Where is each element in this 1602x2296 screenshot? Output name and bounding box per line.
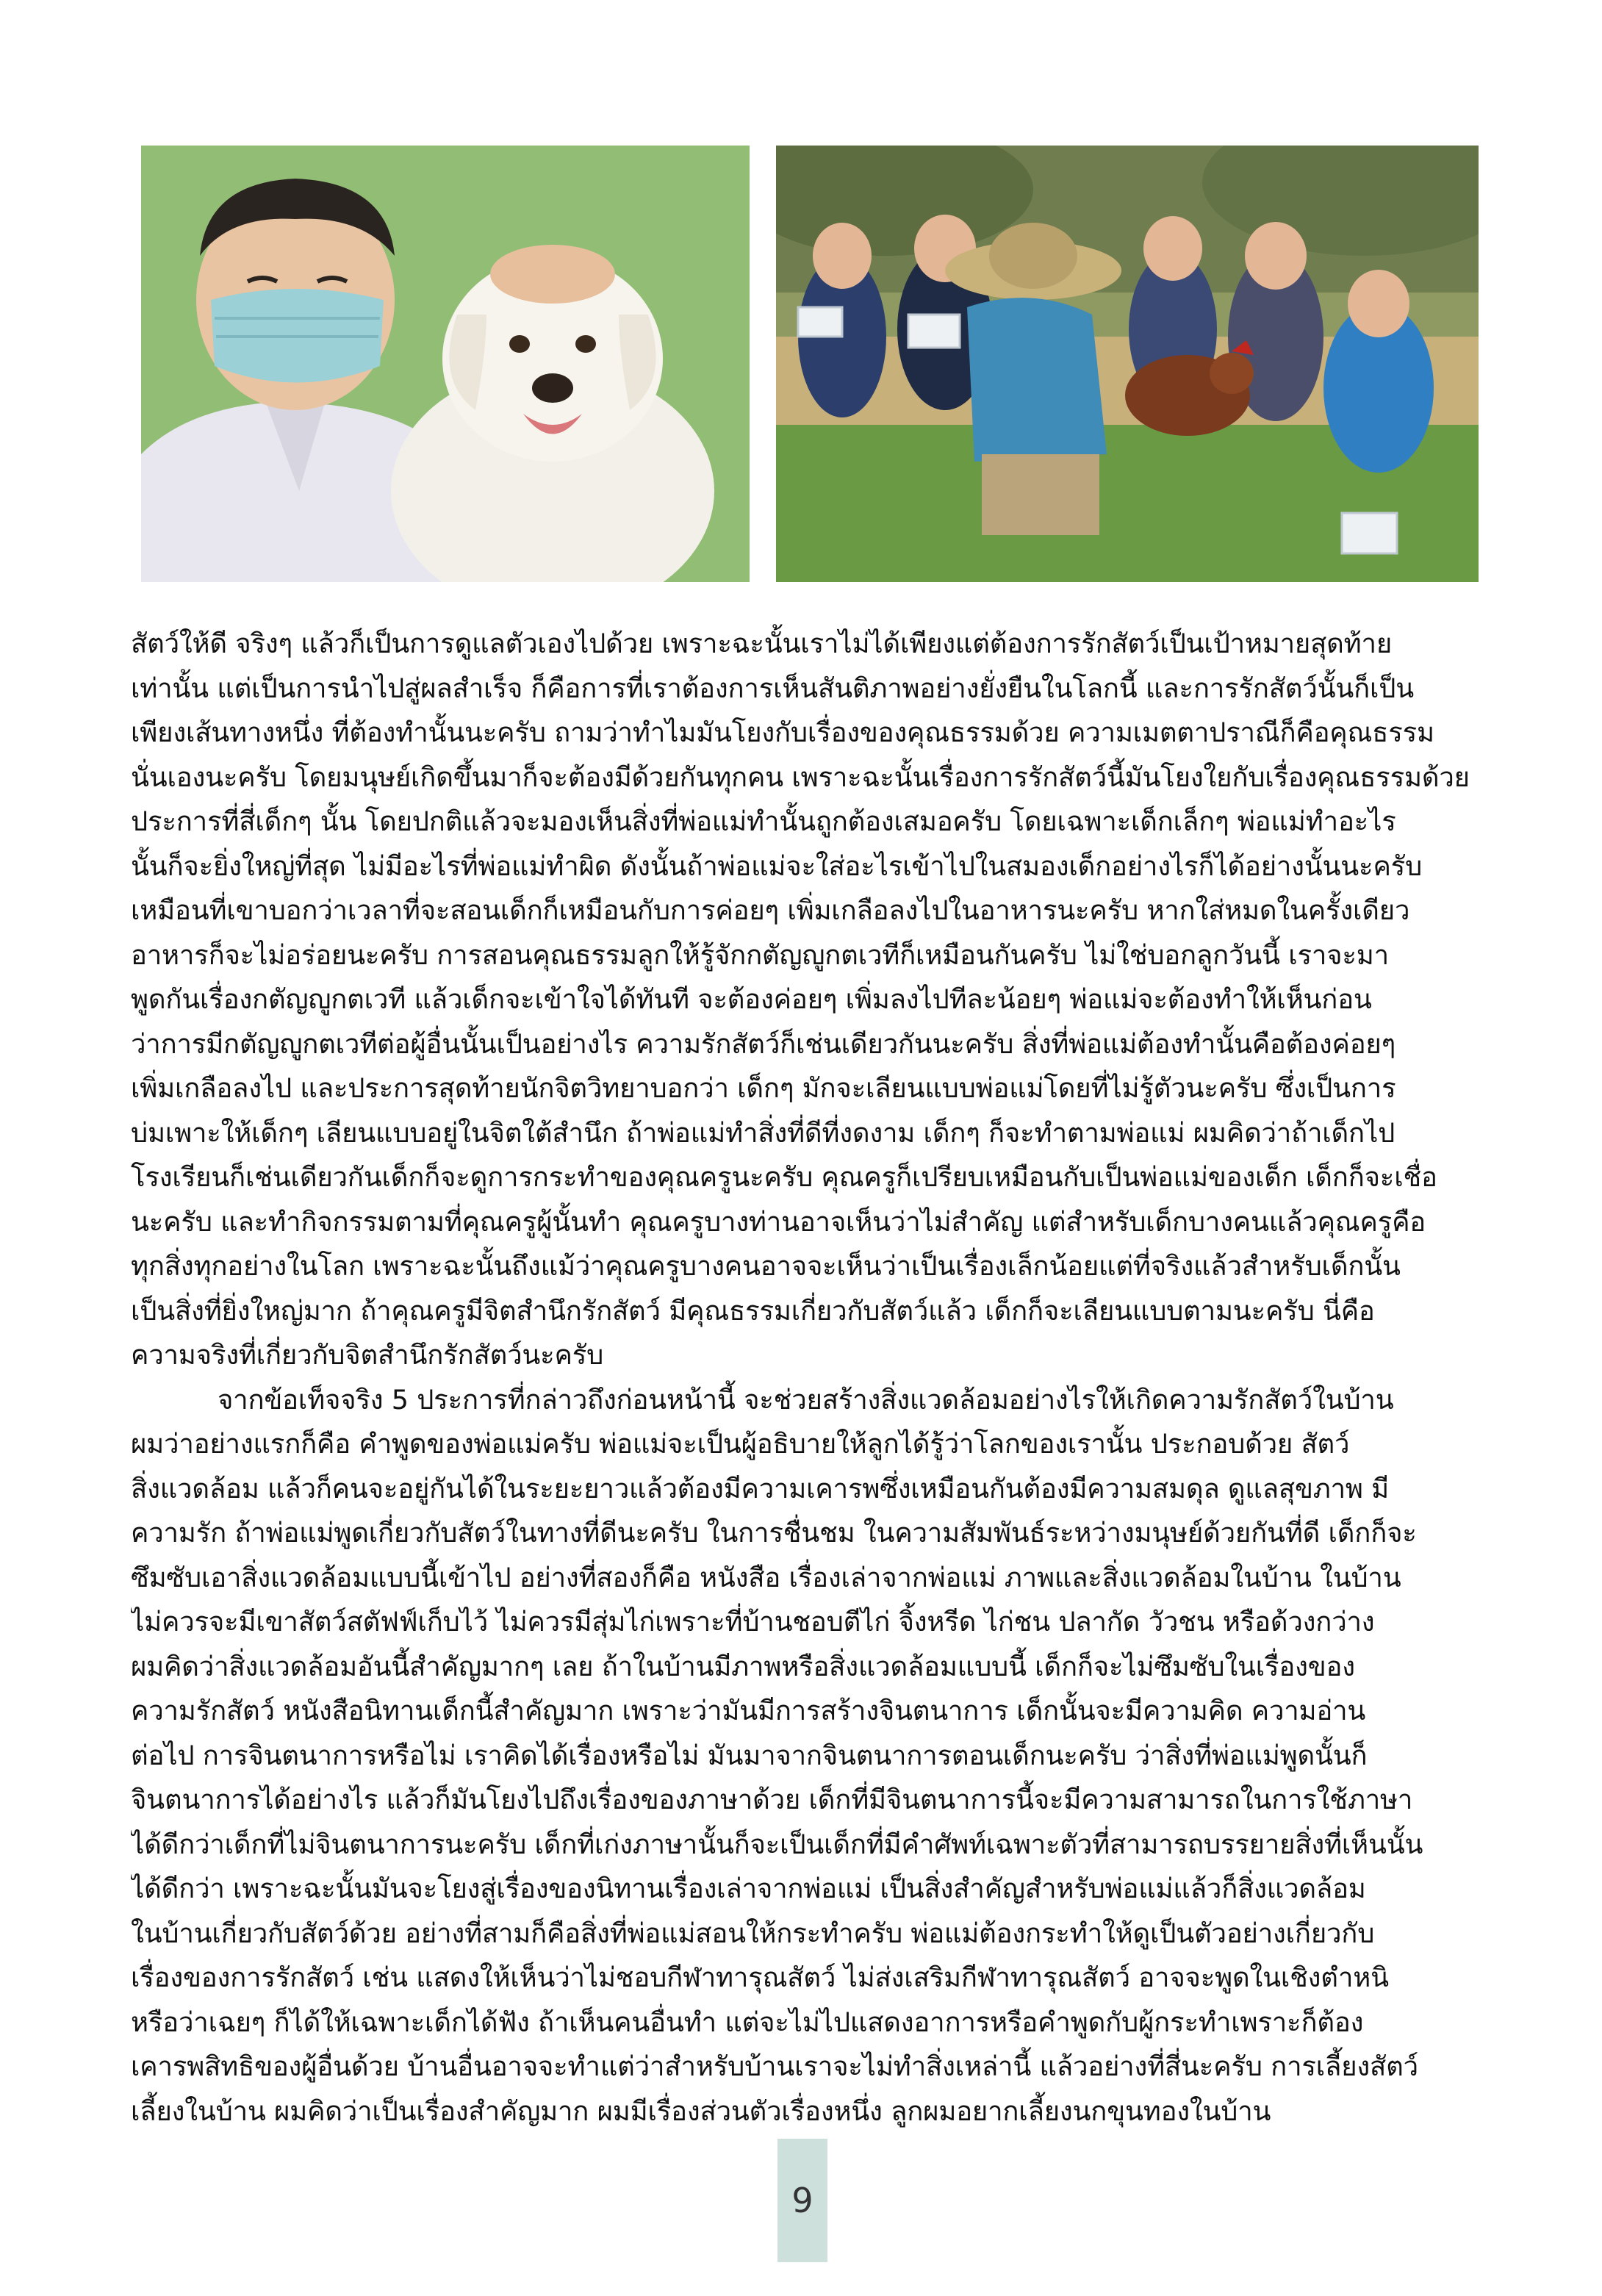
paragraph-2: [131, 1378, 1506, 2134]
text-line: หรือว่าเฉยๆ ก็ได้ให้เฉพาะเด็กได้ฟัง ถ้าเห็นคนอื่นทำ แต่จะไม่ไปแสดงอาการหรือคำพูดกับผู้กระทำเพราะก็ต้อง: [131, 2006, 1364, 2038]
text-line: ว่าการมีกตัญญูกตเวทีต่อผู้อื่นนั้นเป็นอย่างไร ความรักสัตว์ก็เช่นเดียวกันนะครับ สิ่งที่พ่อแม่ต้องทำนั้นคือต้องค่อยๆ: [131, 1027, 1396, 1060]
text-line: เหมือนที่เขาบอกว่าเวลาที่จะสอนเด็กก็เหมือนกับการค่อยๆ เพิ่มเกลือลงไปในอาหารนะครับ หากใส่หมดในครั้งเดียว: [131, 894, 1410, 926]
text-line: สิ่งแวดล้อม แล้วก็คนจะอยู่กันได้ในระยะยาวแล้วต้องมีความเคารพซึ่งเหมือนกันต้องมีความสมดุล ดูแลสุขภาพ มี: [131, 1472, 1390, 1504]
text-line: เคารพสิทธิของผู้อื่นด้วย บ้านอื่นอาจจะทำแต่ว่าสำหรับบ้านเราจะไม่ทำสิ่งเหล่านี้ แล้วอย่างที่สี่นะครับ การเลี้ยงสัตว์: [131, 2051, 1418, 2082]
text-line: ได้ดีกว่า เพราะฉะนั้นมันจะโยงสู่เรื่องของนิทานเรื่องเล่าจากพ่อแม่ เป็นสิ่งสำคัญสำหรับพ่อแม่แล้วก็สิ่งแวดล้อม: [131, 1873, 1366, 1904]
text-line: นั่นเองนะครับ โดยมนุษย์เกิดขึ้นมาก็จะต้องมีด้วยกันทุกคน เพราะฉะนั้นเรื่องการรักสัตว์นี้มันโยงใยกับเรื่องคุณธรรมด้วย: [131, 761, 1470, 793]
text-line: เพียงเส้นทางหนึ่ง ที่ต้องทำนั้นนะครับ ถามว่าทำไมมันโยงกับเรื่องของคุณธรรมด้วย ความเมตตาปราณีก็คือคุณธรรม: [131, 717, 1434, 748]
text-line: ความจริงที่เกี่ยวกับจิตสำนึกรักสัตว์นะครับ: [131, 1339, 604, 1371]
text-line: ทุกสิ่งทุกอย่างในโลก เพราะฉะนั้นถึงแม้ว่าคุณครูบางคนอาจจะเห็นว่าเป็นเรื่องเล็กน้อยแต่ที่จริงแล้วสำหรับเด็กนั้น: [131, 1250, 1401, 1282]
article-body: [131, 622, 1506, 2134]
text-line: ต่อไป การจินตนาการหรือไม่ เราคิดได้เรื่องหรือไม่ มันมาจากจินตนาการตอนเด็กนะครับ ว่าสิ่งที่พ่อแม่พูดนั้นก็: [131, 1739, 1368, 1771]
paragraph-1: [131, 622, 1506, 1378]
text-line: เพิ่มเกลือลงไป และประการสุดท้ายนักจิตวิทยาบอกว่า เด็กๆ มักจะเลียนแบบพ่อแม่โดยที่ไม่รู้ตัวนะครับ ซึ่งเป็นการ: [131, 1072, 1396, 1104]
boy-with-dog-photo: [141, 146, 750, 582]
text-line: ผมว่าอย่างแรกก็คือ คำพูดของพ่อแม่ครับ พ่อแม่จะเป็นผู้อธิบายให้ลูกได้รู้ว่าโลกของเรานั้น ประกอบด้วย สัตว์: [131, 1428, 1350, 1460]
text-line: เป็นสิ่งที่ยิ่งใหญ่มาก ถ้าคุณครูมีจิตสำนึกรักสัตว์ มีคุณธรรมเกี่ยวกับสัตว์แล้ว เด็กก็จะเลียนแบบตามนะครับ นี่คือ: [131, 1294, 1375, 1327]
text-line: พูดกันเรื่องกตัญญูกตเวที แล้วเด็กจะเข้าใจได้ทันที จะต้องค่อยๆ เพิ่มลงไปทีละน้อยๆ พ่อแม่จะต้องทำให้เห็นก่อน: [131, 983, 1372, 1015]
text-line: อาหารก็จะไม่อร่อยนะครับ การสอนคุณธรรมลูกให้รู้จักกตัญญูกตเวทีก็เหมือนกันครับ ไม่ใช่บอกลูกวันนี้ เราจะมา: [131, 939, 1389, 971]
text-line: นะครับ และทำกิจกรรมตามที่คุณครูผู้นั้นทำ คุณครูบางท่านอาจเห็นว่าไม่สำคัญ แต่สำหรับเด็กบางคนแล้วคุณครูคือ: [131, 1205, 1426, 1238]
text-line: ประการที่สี่เด็กๆ นั้น โดยปกติแล้วจะมองเห็นสิ่งที่พ่อแม่ทำนั้นถูกต้องเสมอครับ โดยเฉพาะเด็กเล็กๆ พ่อแม่ทำอะไร: [131, 806, 1396, 837]
text-line: จากข้อเท็จจริง 5 ประการที่กล่าวถึงก่อนหน้านี้ จะช่วยสร้างสิ่งแวดล้อมอย่างไรให้เกิดความรักสัตว์ในบ้าน: [218, 1383, 1394, 1416]
text-line: ความรัก ถ้าพ่อแม่พูดเกี่ยวกับสัตว์ในทางที่ดีนะครับ ในการชื่นชม ในความสัมพันธ์ระหว่างมนุษย์ด้วยกันที่ดี เด็กก็จะ: [131, 1517, 1417, 1549]
text-line: ในบ้านเกี่ยวกับสัตว์ด้วย อย่างที่สามก็คือสิ่งที่พ่อแม่สอนให้กระทำครับ พ่อแม่ต้องกระทำให้ดูเป็นตัวอย่างเกี่ยวกับ: [131, 1917, 1375, 1949]
page-number-box: [777, 2139, 827, 2262]
text-line: ความรักสัตว์ หนังสือนิทานเด็กนี้สำคัญมาก เพราะว่ามันมีการสร้างจินตนาการ เด็กนั้นจะมีความคิด ความอ่าน: [131, 1695, 1366, 1726]
children-with-rooster-outdoors-photo-icon: [776, 146, 1479, 582]
text-line: สัตว์ให้ดี จริงๆ แล้วก็เป็นการดูแลตัวเองไปด้วย เพราะฉะนั้นเราไม่ได้เพียงแต่ต้องการรักสัตว์เป็นเป้าหมายสุดท้าย: [131, 628, 1393, 659]
text-line: เท่านั้น แต่เป็นการนำไปสู่ผลสำเร็จ ก็คือการที่เราต้องการเห็นสันติภาพอย่างยั่งยืนในโลกนี้ และการรักสัตว์นั้นก็เป็น: [131, 672, 1415, 704]
text-line: จินตนาการได้อย่างไร แล้วก็มันโยงไปถึงเรื่องของภาษาด้วย เด็กที่มีจินตนาการนี้จะมีความสามารถในการใช้ภาษา: [131, 1784, 1413, 1815]
text-line: เรื่องของการรักสัตว์ เช่น แสดงให้เห็นว่าไม่ชอบกีฬาทารุณสัตว์ ไม่ส่งเสริมกีฬาทารุณสัตว์ อาจจะพูดในเชิงตำหนิ: [131, 1962, 1389, 1993]
page-number: 9: [791, 2181, 813, 2220]
text-line: เลี้ยงในบ้าน ผมคิดว่าเป็นเรื่องสำคัญมาก ผมมีเรื่องส่วนตัวเรื่องหนึ่ง ลูกผมอยากเลี้ยงนกขุนทองในบ้าน: [131, 2095, 1271, 2127]
text-line: ซึมซับเอาสิ่งแวดล้อมแบบนี้เข้าไป อย่างที่สองก็คือ หนังสือ เรื่องเล่าจากพ่อแม่ ภาพและสิ่งแวดล้อมในบ้าน ในบ้าน: [131, 1561, 1401, 1593]
boy-with-white-dog-photo-icon: [141, 146, 750, 582]
text-line: ไม่ควรจะมีเขาสัตว์สตัฟฟ์เก็บไว้ ไม่ควรมีสุ่มไก่เพราะที่บ้านชอบตีไก่ จิ้งหรีด ไก่ชน ปลากัด วัวชน หรือด้วงกว่าง: [131, 1606, 1375, 1637]
children-with-rooster-photo: [776, 146, 1479, 582]
text-line: ผมคิดว่าสิ่งแวดล้อมอันนี้สำคัญมากๆ เลย ถ้าในบ้านมีภาพหรือสิ่งแวดล้อมแบบนี้ เด็กก็จะไม่ซึมซับในเรื่องของ: [131, 1650, 1355, 1682]
text-line: นั้นก็จะยิ่งใหญ่ที่สุด ไม่มีอะไรที่พ่อแม่ทำผิด ดังนั้นถ้าพ่อแม่จะใส่อะไรเข้าไปในสมองเด็กอย่างไรก็ได้อย่างนั้นนะครับ: [131, 850, 1423, 882]
text-line: โรงเรียนก็เช่นเดียวกันเด็กก็จะดูการกระทำของคุณครูนะครับ คุณครูก็เปรียบเหมือนกับเป็นพ่อแม่ของเด็ก เด็กก็จะเชื่อ: [131, 1161, 1437, 1193]
text-line: ได้ดีกว่าเด็กที่ไม่จินตนาการนะครับ เด็กที่เก่งภาษานั้นก็จะเป็นเด็กที่มีคำศัพท์เฉพาะตัวที่สามารถบรรยายสิ่งที่เห็นนั้น: [131, 1828, 1423, 1860]
text-line: บ่มเพาะให้เด็กๆ เลียนแบบอยู่ในจิตใต้สำนึก ถ้าพ่อแม่ทำสิ่งที่ดีที่งดงาม เด็กๆ ก็จะทำตามพ่อแม่ ผมคิดว่าถ้าเด็กไป: [131, 1116, 1396, 1149]
